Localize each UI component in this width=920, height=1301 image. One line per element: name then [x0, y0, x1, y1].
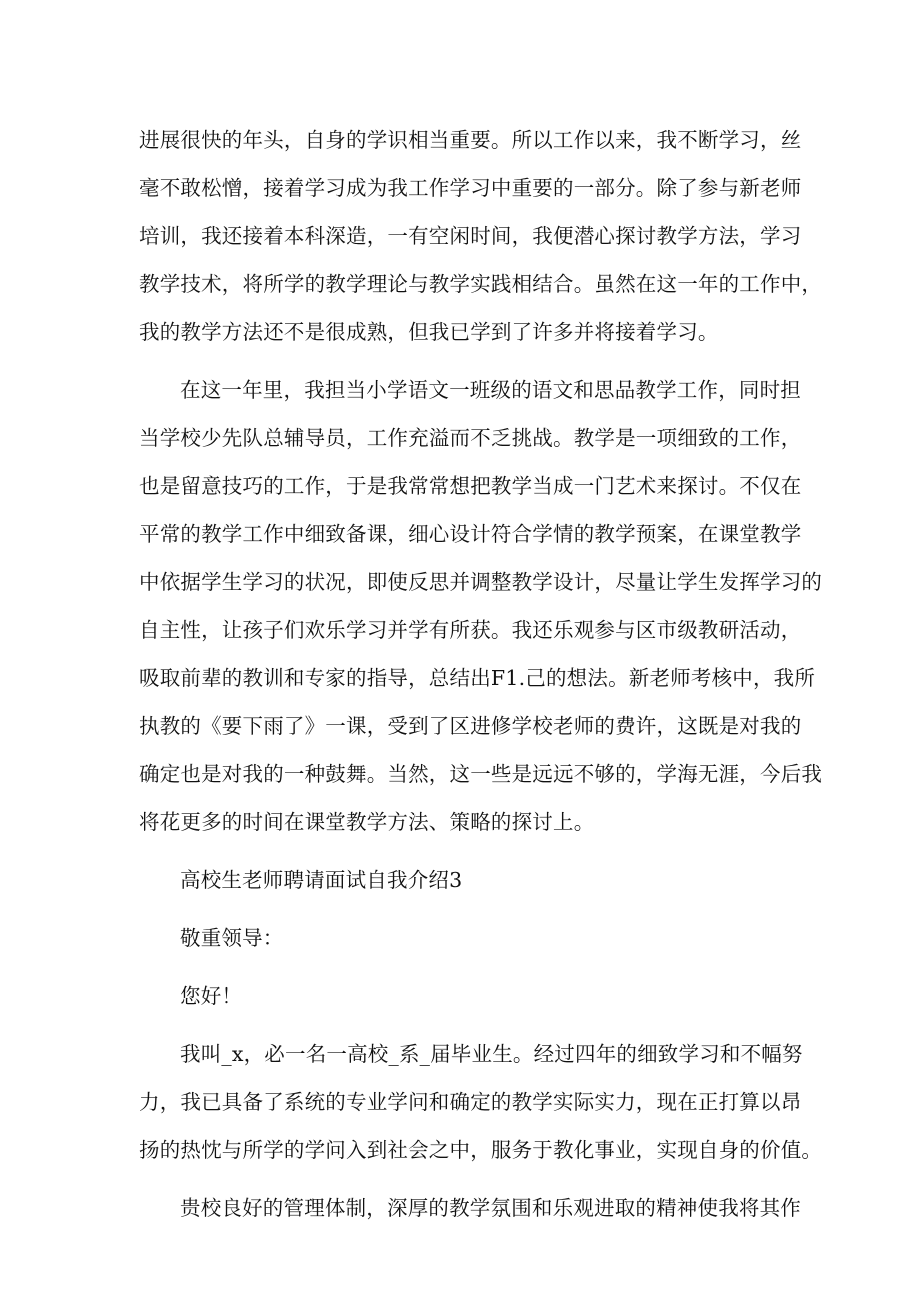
document-body [139, 116, 823, 1232]
text-line: 将花更多的时间在课堂教学方法、策略的探讨上。 [139, 810, 595, 834]
salutation: 敬重领导： [180, 926, 284, 950]
text-line: 也是留意技巧的工作，于是我常常想把教学当成一门艺术来探讨。不仅在 [139, 474, 802, 498]
text-line: 扬的热忱与所学的学问入到社会之中，服务于教化事业，实现自身的价值。 [139, 1138, 823, 1162]
greeting: 您好！ [180, 984, 243, 1008]
text-line: 自主性，让孩子们欢乐学习并学有所获。我还乐观参与区市级教研活动， [139, 618, 802, 642]
text-line: 教学技术，将所学的教学理论与教学实践相结合。虽然在这一年的工作中， [139, 272, 823, 296]
text-line: 执教的《要下雨了》一课，受到了区进修学校老师的费许，这既是对我的 [139, 714, 802, 738]
text-line: 进展很快的年头，自身的学识相当重要。所以工作以来，我不断学习，丝 [139, 128, 802, 152]
text-line: 力，我已具备了系统的专业学问和确定的教学实际实力，现在正打算以昂 [139, 1090, 802, 1114]
text-line: 我的教学方法还不是很成熟，但我已学到了许多并将接着学习。 [139, 320, 719, 344]
text-line: 中依据学生学习的状况，即使反思并调整教学设计，尽量让学生发挥学习的 [139, 570, 823, 594]
paragraph-1 [139, 116, 823, 356]
text-line: 贵校良好的管理体制，深厚的教学氛围和乐观进取的精神使我将其作 [180, 1196, 801, 1220]
text-line: 平常的教学工作中细致备课，细心设计符合学情的教学预案，在课堂教学 [139, 522, 802, 546]
text-line: 吸取前辈的教训和专家的指导，总结出F1.己的想法。新老师考核中，我所 [139, 666, 816, 690]
text-line: 毫不敢松憎，接着学习成为我工作学习中重要的一部分。除了参与新老师 [139, 176, 802, 200]
paragraph-2 [139, 366, 823, 846]
text-line: 在这一年里，我担当小学语文一班级的语文和思品教学工作，同时担 [180, 378, 801, 402]
section-title: 高校生老师聘请面试自我介绍3 [180, 868, 463, 892]
text-line: 培训，我还接着本科深造，一有空闲时间，我便潜心探讨教学方法，学习 [139, 224, 802, 248]
text-line: 我叫_x，必一名一高校_系_届毕业生。经过四年的细致学习和不幅努 [180, 1042, 803, 1066]
text-line: 当学校少先队总辅导员，工作充溢而不乏挑战。教学是一项细致的工作， [139, 426, 802, 450]
text-line: 确定也是对我的一种鼓舞。当然，这一些是远远不够的，学海无涯，今后我 [139, 762, 823, 786]
paragraph-4 [139, 1184, 799, 1232]
paragraph-3 [139, 1030, 823, 1174]
